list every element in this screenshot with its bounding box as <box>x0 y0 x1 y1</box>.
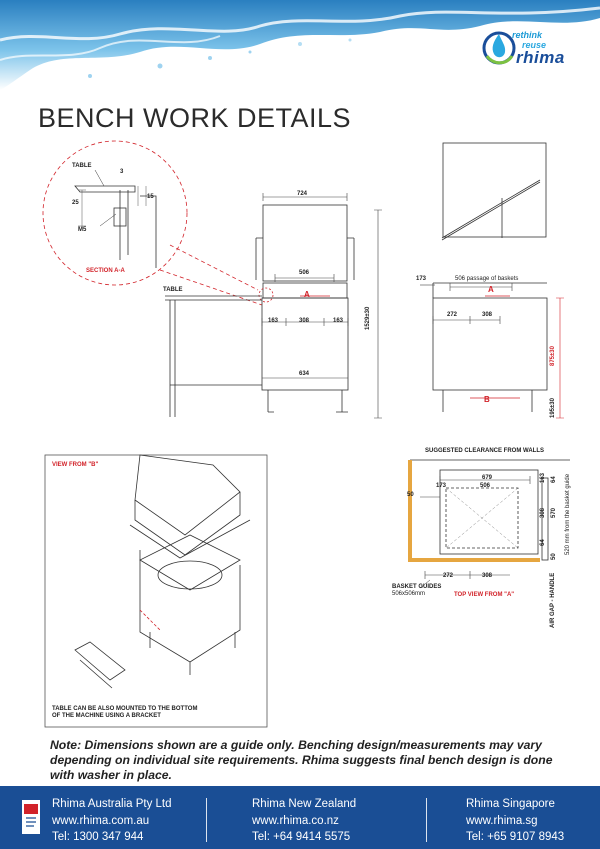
side-dim-875: 875±30 <box>550 346 556 366</box>
view-b-note-line2: OF THE MACHINE USING A BRACKET <box>52 713 161 719</box>
clear-top-view-caption: TOP VIEW FROM "A" <box>454 592 515 598</box>
contact-footer <box>0 786 600 849</box>
clear-dim-173: 173 <box>436 483 447 489</box>
sg-phone[interactable]: Tel: +65 9107 8943 <box>466 831 565 843</box>
front-marker-a: A <box>304 290 310 299</box>
clear-basket-guides: BASKET GUIDES <box>392 584 442 590</box>
clear-dim-506: 506 <box>480 483 491 489</box>
disclaimer-note: Note: Dimensions shown are a guide only. Benching design/measurements may vary depending on individual site requirements. Rhima suggests final bench design is done with washer in place. <box>50 738 553 782</box>
front-dim-width: 724 <box>297 191 308 197</box>
page-title: BENCH WORK DETAILS <box>38 103 352 133</box>
front-dim-308: 308 <box>299 318 310 324</box>
side-marker-a: A <box>488 285 494 294</box>
clear-dim-308-h: 308 <box>482 573 493 579</box>
technical-drawing <box>0 140 600 740</box>
clear-dim-308-v: 308 <box>540 507 546 518</box>
front-dim-163-right: 163 <box>333 318 344 324</box>
footer-new-zealand <box>252 796 356 846</box>
side-marker-b: B <box>484 395 490 404</box>
nz-company-name: Rhima New Zealand <box>252 798 357 810</box>
front-dim-163-left: 163 <box>268 318 279 324</box>
clear-dim-50-right: 50 <box>551 553 557 560</box>
clear-dim-64: 64 <box>551 476 557 483</box>
rhima-logo <box>482 22 592 74</box>
clear-dim-163: 163 <box>540 472 546 483</box>
side-dim-173: 173 <box>416 276 427 282</box>
clear-basket-size: 506x506mm <box>392 591 426 597</box>
dim-25: 25 <box>72 200 79 206</box>
side-dim-195: 195±30 <box>550 398 556 418</box>
dim-3: 3 <box>120 169 124 175</box>
clearance-heading: SUGGESTED CLEARANCE FROM WALLS <box>425 448 545 454</box>
sg-website-link[interactable]: www.rhima.sg <box>466 814 538 827</box>
clear-dim-50-left: 50 <box>407 492 414 498</box>
footer-australia <box>52 796 172 846</box>
clear-dim-570: 570 <box>551 507 557 518</box>
logo-wordmark: rhima <box>516 48 565 67</box>
section-aa-table-label: TABLE <box>72 163 92 169</box>
nz-website-link[interactable]: www.rhima.co.nz <box>252 814 339 827</box>
view-b-caption: VIEW FROM "B" <box>52 462 99 468</box>
au-website-link[interactable]: www.rhima.com.au <box>52 814 150 827</box>
side-dim-272: 272 <box>447 312 458 318</box>
clear-air-gap: AIR GAP - HANDLE <box>550 572 556 628</box>
clear-dim-272: 272 <box>443 573 454 579</box>
footer-divider <box>206 798 207 842</box>
sg-company-name: Rhima Singapore <box>466 798 555 810</box>
side-dim-passage: 506 passage of baskets <box>455 276 519 282</box>
footer-singapore <box>466 796 564 846</box>
dim-15: 15 <box>147 194 154 200</box>
nz-phone[interactable]: Tel: +64 9414 5575 <box>252 831 351 843</box>
view-b-note-line1: TABLE CAN BE ALSO MOUNTED TO THE BOTTOM <box>52 706 198 712</box>
front-dim-base: 634 <box>299 371 310 377</box>
logo-tagline-rethink: rethink <box>512 30 543 40</box>
section-aa-m5-label: M5 <box>78 227 87 233</box>
clear-dim-64-b: 64 <box>540 539 546 546</box>
logo-tagline-reuse: reuse <box>522 40 547 50</box>
clear-dim-679: 679 <box>482 475 493 481</box>
front-dim-opening: 506 <box>299 270 310 276</box>
au-phone[interactable]: Tel: 1300 347 944 <box>52 831 144 843</box>
clear-dim-basket-guide: 520 mm from the basket guide <box>565 473 571 555</box>
front-table-label: TABLE <box>163 287 183 293</box>
side-dim-308: 308 <box>482 312 493 318</box>
iso-9001-badge-icon <box>22 800 40 834</box>
front-dim-height: 1529±30 <box>365 306 371 330</box>
section-aa-caption: SECTION A-A <box>86 268 125 274</box>
footer-divider <box>426 798 427 842</box>
au-company-name: Rhima Australia Pty Ltd <box>52 798 172 810</box>
